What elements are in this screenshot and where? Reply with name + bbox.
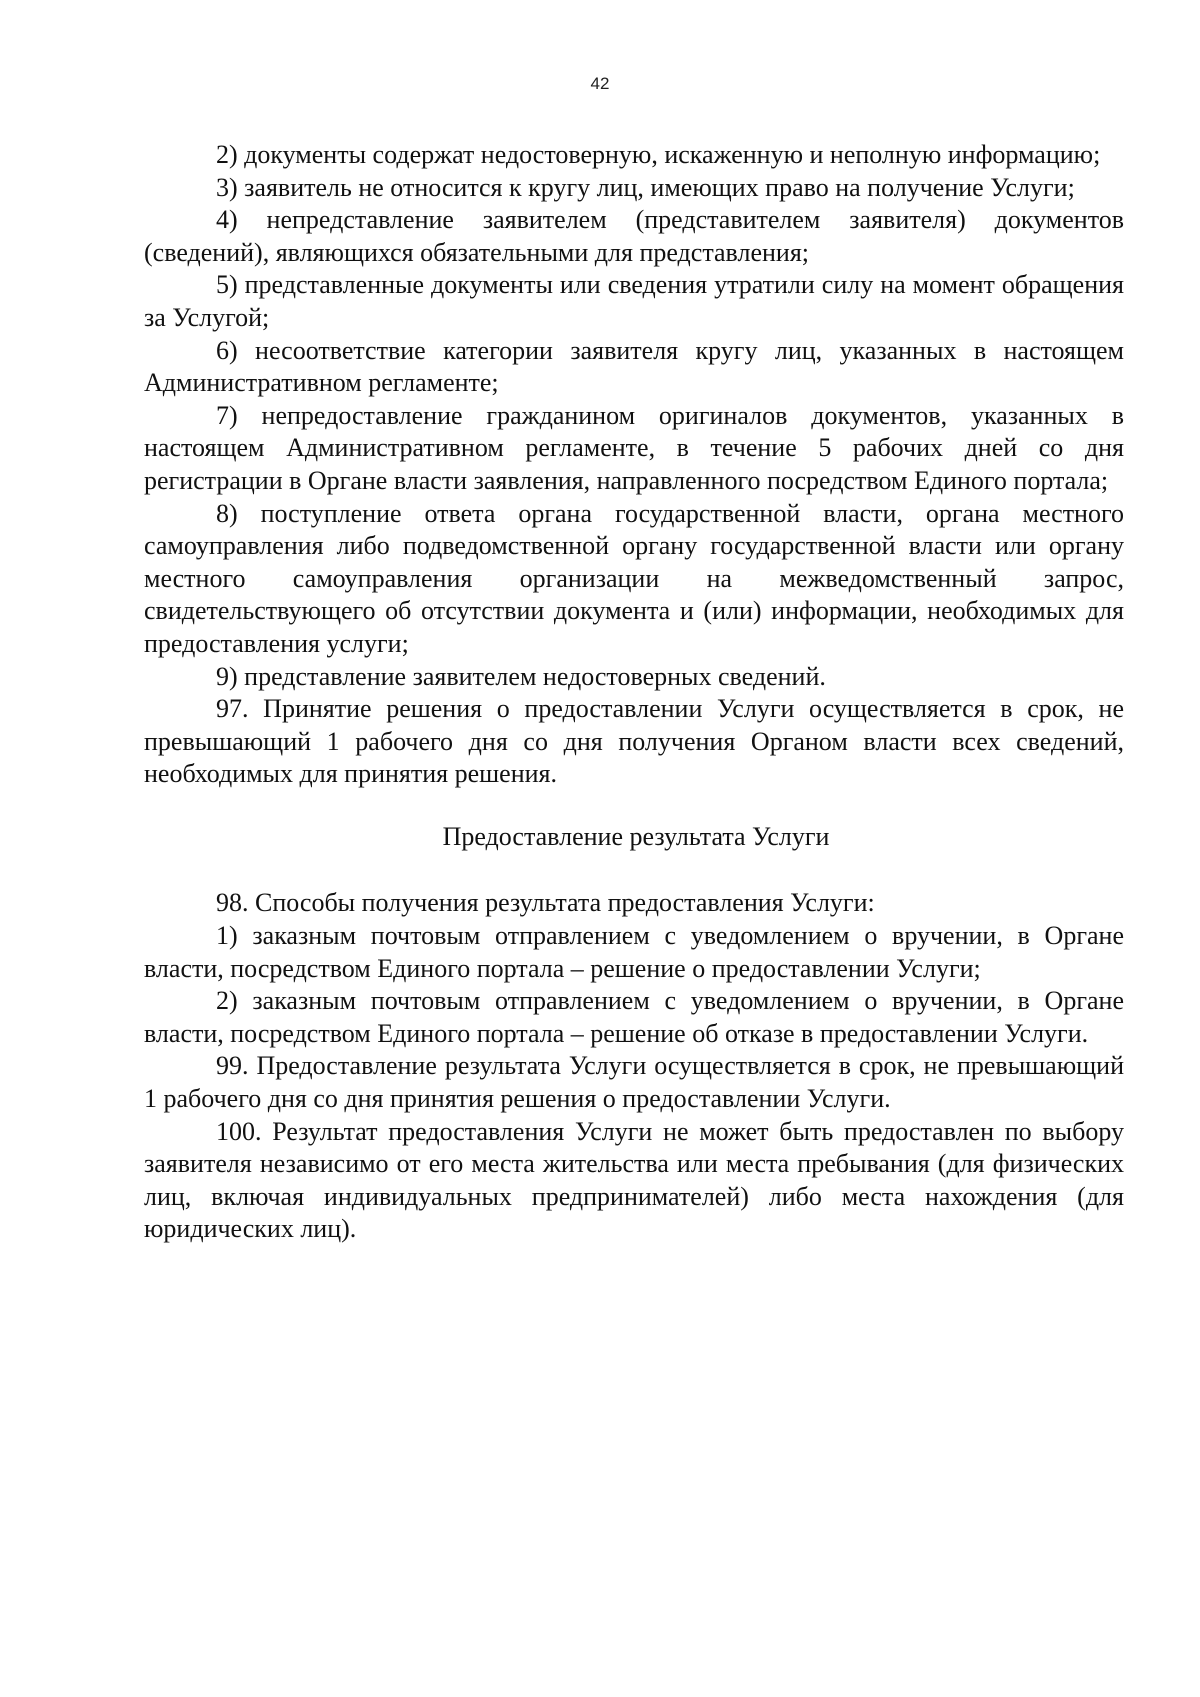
paragraph: 2) заказным почтовым отправлением с уведомлением о вручении, в Органе власти, посредством Единого портала – решение об отказе в предоставлении Услуги. bbox=[144, 986, 1124, 1048]
paragraph: 3) заявитель не относится к кругу лиц, имеющих право на получение Услуги; bbox=[216, 172, 1075, 202]
paragraph: 100. Результат предоставления Услуги не может быть предоставлен по выбору заявителя независимо от его места жительства или места пребывания (для физических лиц, включая индивидуальных предпринимателей) либо места нахождения (для юридических лиц). bbox=[144, 1116, 1124, 1244]
paragraph: 5) представленные документы или сведения утратили силу на момент обращения за Услугой; bbox=[144, 270, 1124, 332]
paragraph: 7) непредоставление гражданином оригиналов документов, указанных в настоящем Административном регламенте, в течение 5 рабочих дней со дня регистрации в Органе власти заявления, направленного посредством Единого портала; bbox=[144, 400, 1124, 495]
paragraph: 99. Предоставление результата Услуги осуществляется в срок, не превышающий 1 рабочего дня со дня принятия решения о предоставлении Услуги. bbox=[144, 1051, 1124, 1114]
paragraph: 8) поступление ответа органа государственной власти, органа местного самоуправления либо подведомственной органу государственной власти или органу местного самоуправления организации на межведомственный запрос, свидетельствующего об отсутствии документа и (или) информации, необходимых для предоставления услуги; bbox=[144, 498, 1124, 658]
section-heading: Предоставление результата Услуги bbox=[442, 821, 830, 851]
paragraph: 1) заказным почтовым отправлением с уведомлением о вручении, в Органе власти, посредством Единого портала – решение о предоставлении Услуги; bbox=[144, 921, 1124, 983]
paragraph: 9) представление заявителем недостоверных сведений. bbox=[216, 661, 826, 691]
document-body bbox=[144, 139, 1124, 1246]
paragraph: 4) непредставление заявителем (представителем заявителя) документов (сведений), являющихся обязательными для представления; bbox=[144, 205, 1124, 267]
page-number: 42 bbox=[590, 74, 610, 93]
paragraph: 6) несоответствие категории заявителя кругу лиц, указанных в настоящем Административном регламенте; bbox=[144, 335, 1124, 398]
paragraph: 98. Способы получения результата предоставления Услуги: bbox=[216, 888, 875, 918]
paragraph: 97. Принятие решения о предоставлении Услуги осуществляется в срок, не превышающий 1 рабочего дня со дня получения Органом власти всех сведений, необходимых для принятия решения. bbox=[144, 694, 1124, 789]
paragraph: 2) документы содержат недостоверную, искаженную и неполную информацию; bbox=[216, 140, 1101, 169]
